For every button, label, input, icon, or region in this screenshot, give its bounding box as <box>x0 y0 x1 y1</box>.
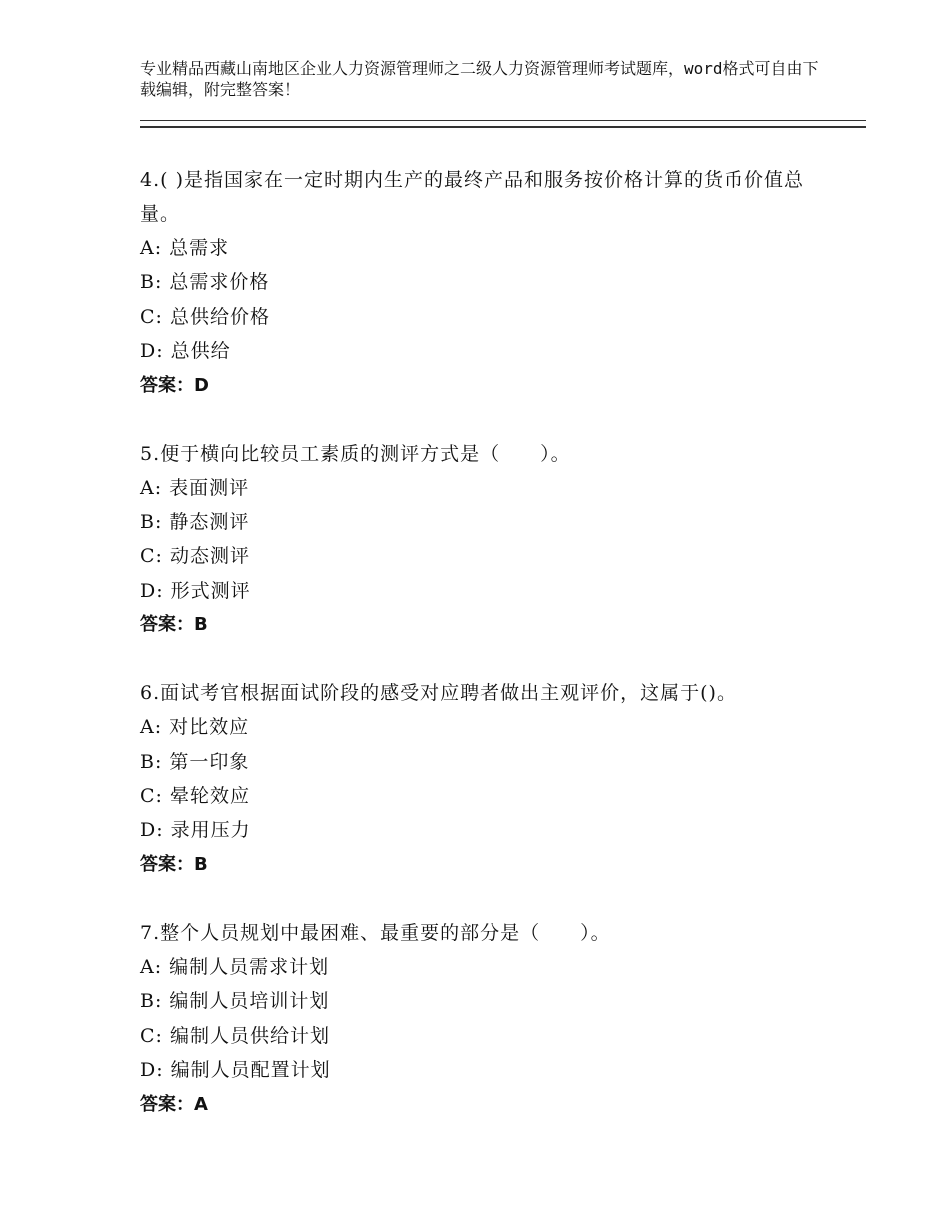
option-a: A: 总需求 <box>140 237 230 259</box>
answer-value: A <box>194 1093 208 1115</box>
question-4 <box>140 163 830 403</box>
answer-value: D <box>194 374 209 396</box>
header-divider <box>140 120 866 128</box>
question-6 <box>140 676 830 882</box>
option-c: C: 晕轮效应 <box>140 785 250 808</box>
answer-label: 答案： <box>140 374 194 396</box>
answer-value: B <box>194 614 208 636</box>
option-a: A: 编制人员需求计划 <box>140 955 330 978</box>
question-list <box>140 163 830 1156</box>
answer-label: 答案： <box>140 853 194 875</box>
document-header: 专业精品西藏山南地区企业人力资源管理师之二级人力资源管理师考试题库，word格式可自由下载编辑，附完整答案！ <box>140 59 819 99</box>
question-text: 4.( )是指国家在一定时期内生产的最终产品和服务按价格计算的货币价值总量。 <box>140 169 804 225</box>
option-b: B: 编制人员培训计划 <box>140 990 330 1013</box>
answer-line <box>140 369 830 403</box>
option-a: A: 表面测评 <box>140 476 250 499</box>
option-a: A: 对比效应 <box>140 716 250 739</box>
question-text: 5.便于横向比较员工素质的测评方式是（ ）。 <box>140 442 571 465</box>
answer-line <box>140 608 830 642</box>
question-5 <box>140 437 830 643</box>
question-text: 6.面试考官根据面试阶段的感受对应聘者做出主观评价，这属于()。 <box>140 682 737 705</box>
answer-line <box>140 848 830 882</box>
option-d: D: 录用压力 <box>140 819 251 842</box>
question-text: 7.整个人员规划中最困难、最重要的部分是（ ）。 <box>140 921 611 944</box>
option-d: D: 形式测评 <box>140 579 251 602</box>
answer-label: 答案： <box>140 1093 194 1115</box>
answer-line <box>140 1088 830 1122</box>
option-b: B: 静态测评 <box>140 511 250 534</box>
answer-value: B <box>194 853 208 875</box>
option-c: C: 动态测评 <box>140 545 250 568</box>
option-d: D: 编制人员配置计划 <box>140 1059 331 1082</box>
option-c: C: 总供给价格 <box>140 305 270 328</box>
option-b: B: 第一印象 <box>140 750 250 773</box>
option-c: C: 编制人员供给计划 <box>140 1024 330 1047</box>
option-d: D: 总供给 <box>140 340 231 363</box>
option-b: B: 总需求价格 <box>140 271 270 294</box>
answer-label: 答案： <box>140 614 194 636</box>
question-7 <box>140 916 830 1122</box>
